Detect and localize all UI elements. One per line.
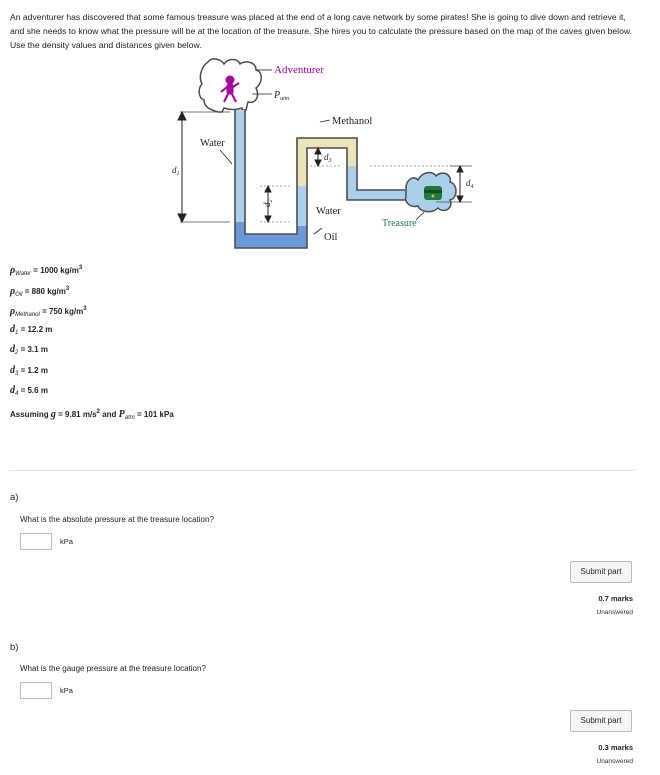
d4-label: $d_4$ (466, 178, 474, 190)
problem-statement: An adventurer has discovered that some famous treasure was placed at the end of a long cave network by some pirates! She is going to dive down and retrieve it, and she needs to know what the pressure will be at the location of the treasure. She hires you to calculate the pressure based on the map of the caves given below. Use the density values and distances given below. (10, 12, 632, 50)
rho-methanol-row: $\rho_{Methanol} = 750$ $kg/m^3$ (10, 306, 87, 318)
part-b-submit-button[interactable]: Submit part (570, 710, 632, 732)
part-b-status: Unanswered (596, 758, 633, 765)
part-a-submit-button[interactable]: Submit part (570, 561, 632, 583)
part-a-question: What is the absolute pressure at the treasure location? (20, 515, 214, 524)
d4-row: $d_4 = 5.6$ m (10, 385, 48, 397)
d3-label: $d_3$ (324, 152, 332, 164)
part-a-marks: 0.7 marks (598, 594, 633, 603)
d2-label: $d_2$ (262, 199, 274, 207)
rho-water-row: $\rho_{Water} = 1000$ $kg/m^3$ (10, 265, 83, 277)
water-treasure-branch (347, 190, 407, 200)
water-left-column (235, 110, 245, 222)
water-right-label: Water (316, 206, 341, 217)
part-b-question: What is the gauge pressure at the treasure location? (20, 664, 206, 673)
methanol-right-segment (347, 138, 357, 166)
rho-oil-row: $\rho_{Oil} = 880$ $kg/m^3$ (10, 285, 70, 298)
d1-label: $d_1$ (172, 165, 180, 177)
d3-row: $d_3 = 1.2$ m (10, 364, 48, 377)
part-a-answer-input[interactable] (20, 533, 52, 550)
given-values (10, 258, 174, 422)
oil-bottom-segment (235, 234, 307, 248)
part-a-unit: kPa (60, 537, 73, 546)
part-b-marks: 0.3 marks (598, 743, 633, 752)
part-b-label: b) (10, 642, 19, 653)
d1-row: $d_1 = 12.2$ m (10, 323, 53, 336)
adventurer-label: Adventurer (274, 64, 325, 76)
cave-diagram (160, 58, 500, 268)
methanol-label: Methanol (332, 116, 373, 127)
oil-label: Oil (324, 232, 338, 243)
water-right-column (297, 186, 307, 226)
part-a-label: a) (10, 492, 19, 503)
oil-right-segment (297, 226, 307, 248)
patm-label: $P_{atm}$ (274, 90, 290, 102)
section-divider (10, 470, 635, 471)
part-a-status: Unanswered (596, 609, 633, 616)
water-left-label: Water (200, 138, 225, 149)
pipe-outline (235, 110, 406, 248)
part-b-answer-input[interactable] (20, 682, 52, 699)
d2-row: $d_2 = 3.1$ m (10, 344, 48, 356)
treasure-chest-icon (424, 186, 442, 200)
treasure-label: Treasure (382, 218, 417, 229)
part-b-unit: kPa (60, 686, 73, 695)
assumption-row: Assuming g = 9.81 $m/s^2$ and $P_{atm} = 101$ kPa (10, 408, 174, 421)
